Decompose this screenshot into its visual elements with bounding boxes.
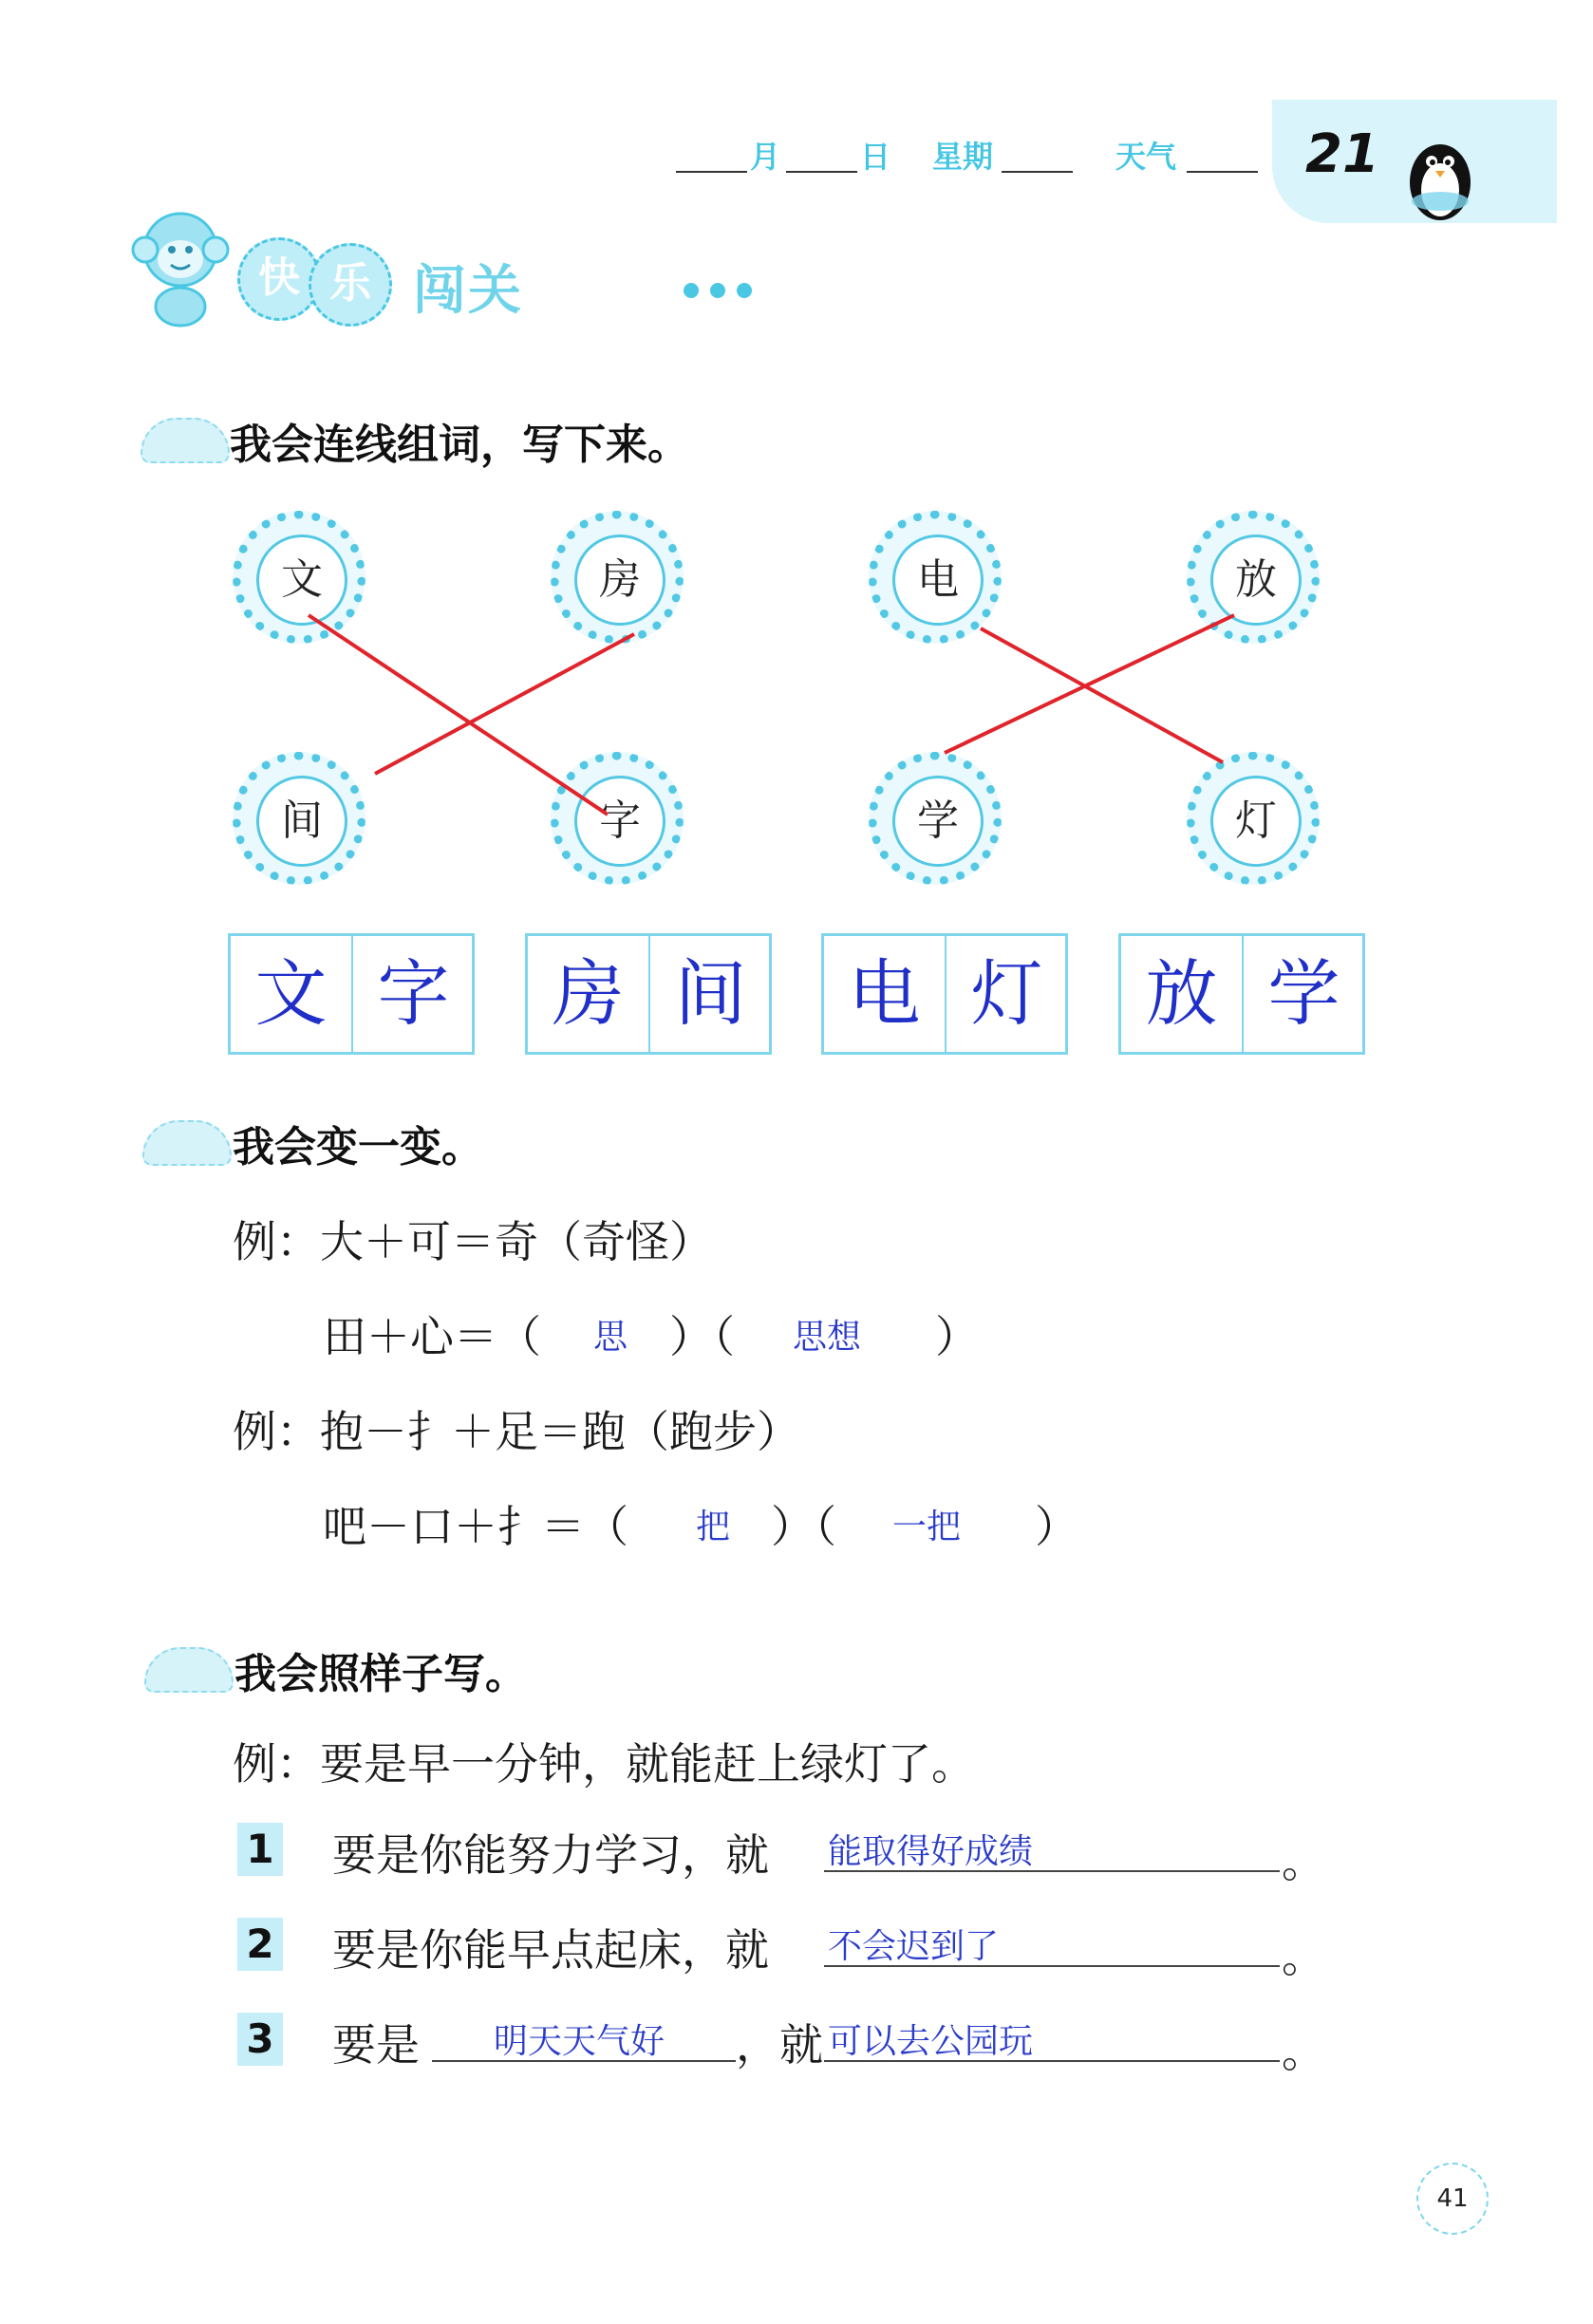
item-3-underline-a	[432, 2058, 736, 2062]
item-3-answer[interactable]: 可以去公园玩	[828, 2022, 1034, 2061]
item-3-prefix: 要是	[332, 2019, 420, 2071]
flower-char: 间	[256, 776, 347, 867]
item-2-prefix: 要是你能早点起床，就	[332, 1924, 769, 1976]
answer-cell: 间	[674, 951, 747, 1036]
q2-answer-char[interactable]: 把	[696, 1508, 731, 1546]
example-1: 例：大＋可＝奇（奇怪）	[233, 1216, 713, 1267]
item-1-answer[interactable]: 能取得好成绩	[828, 1832, 1034, 1871]
q1-answer-word[interactable]: 思想	[793, 1318, 862, 1357]
month-label: 月	[750, 139, 781, 175]
q2-suffix: ）	[1035, 1501, 1078, 1552]
section-3-title: 我会照样子写。	[234, 1650, 527, 1698]
q2-prefix: 吧－口＋扌＝（	[323, 1501, 628, 1552]
section-3-icon	[144, 1647, 234, 1693]
section-2-icon	[142, 1120, 232, 1166]
item-1-prefix: 要是你能努力学习，就	[332, 1829, 769, 1881]
answer-cell: 电	[824, 936, 946, 1052]
match-line-3	[981, 628, 1223, 762]
item-3-end: 。	[1282, 2026, 1325, 2077]
answer-pair-3[interactable]	[821, 933, 1068, 1055]
item-number-3: 3	[237, 2013, 283, 2066]
item-2-answer[interactable]: 不会迟到了	[828, 1927, 1000, 1966]
answer-cell: 房	[528, 936, 650, 1052]
flower-char: 学	[892, 776, 984, 867]
banner-chip-1: 快	[237, 237, 321, 321]
item-1-underline	[824, 1868, 1280, 1872]
answer-pair-2[interactable]	[525, 933, 772, 1055]
q1-answer-char[interactable]: 思	[593, 1318, 628, 1357]
answer-cell: 放	[1121, 936, 1244, 1052]
q1-prefix: 田＋心＝（	[323, 1311, 541, 1362]
flower-char: 字	[574, 776, 665, 867]
weather-label: 天气	[1115, 139, 1177, 175]
item-2-underline	[824, 1963, 1280, 1967]
section-1-title: 我会连线组词，写下来。	[230, 421, 689, 469]
weekday-label: 星期	[932, 139, 994, 175]
banner-title: 闯关	[413, 260, 523, 322]
flower-char: 灯	[1210, 776, 1302, 867]
matching-lines	[0, 0, 1593, 949]
answer-cell: 灯	[970, 951, 1043, 1036]
item-number-1: 1	[237, 1823, 283, 1876]
q1-suffix: ）	[935, 1311, 979, 1362]
example-3: 例：要是早一分钟，就能赶上绿灯了。	[233, 1738, 975, 1790]
answer-cell: 文	[231, 936, 353, 1052]
item-3-mid: ，就	[736, 2019, 823, 2071]
q2-answer-word[interactable]: 一把	[892, 1508, 962, 1546]
flower-char: 电	[892, 534, 984, 626]
flower-char: 文	[256, 534, 347, 626]
match-line-2	[375, 634, 634, 774]
page-number: 41	[1416, 2163, 1489, 2235]
match-line-4	[945, 615, 1234, 753]
item-3-underline	[824, 2058, 1280, 2062]
answer-cell: 字	[377, 951, 450, 1036]
section-2-title: 我会变一变。	[233, 1123, 483, 1171]
match-line-1	[309, 615, 608, 815]
q2-mid: ）（	[771, 1501, 836, 1552]
item-3-answer-a[interactable]: 明天天气好	[494, 2022, 665, 2061]
answer-pair-4[interactable]	[1118, 933, 1365, 1055]
lesson-number: 21	[1305, 123, 1379, 185]
flower-char: 放	[1210, 534, 1302, 626]
banner-chip-2: 乐	[309, 243, 392, 327]
flower-char: 房	[574, 534, 665, 626]
answer-cell: 学	[1267, 951, 1340, 1036]
item-number-2: 2	[237, 1918, 283, 1971]
example-2: 例：抱－扌＋足＝跑（跑步）	[233, 1406, 800, 1457]
item-1-end: 。	[1282, 1836, 1325, 1887]
q1-mid: ）（	[669, 1311, 735, 1362]
answer-pair-1[interactable]	[228, 933, 475, 1055]
item-2-end: 。	[1282, 1931, 1325, 1982]
day-label: 日	[860, 139, 891, 175]
